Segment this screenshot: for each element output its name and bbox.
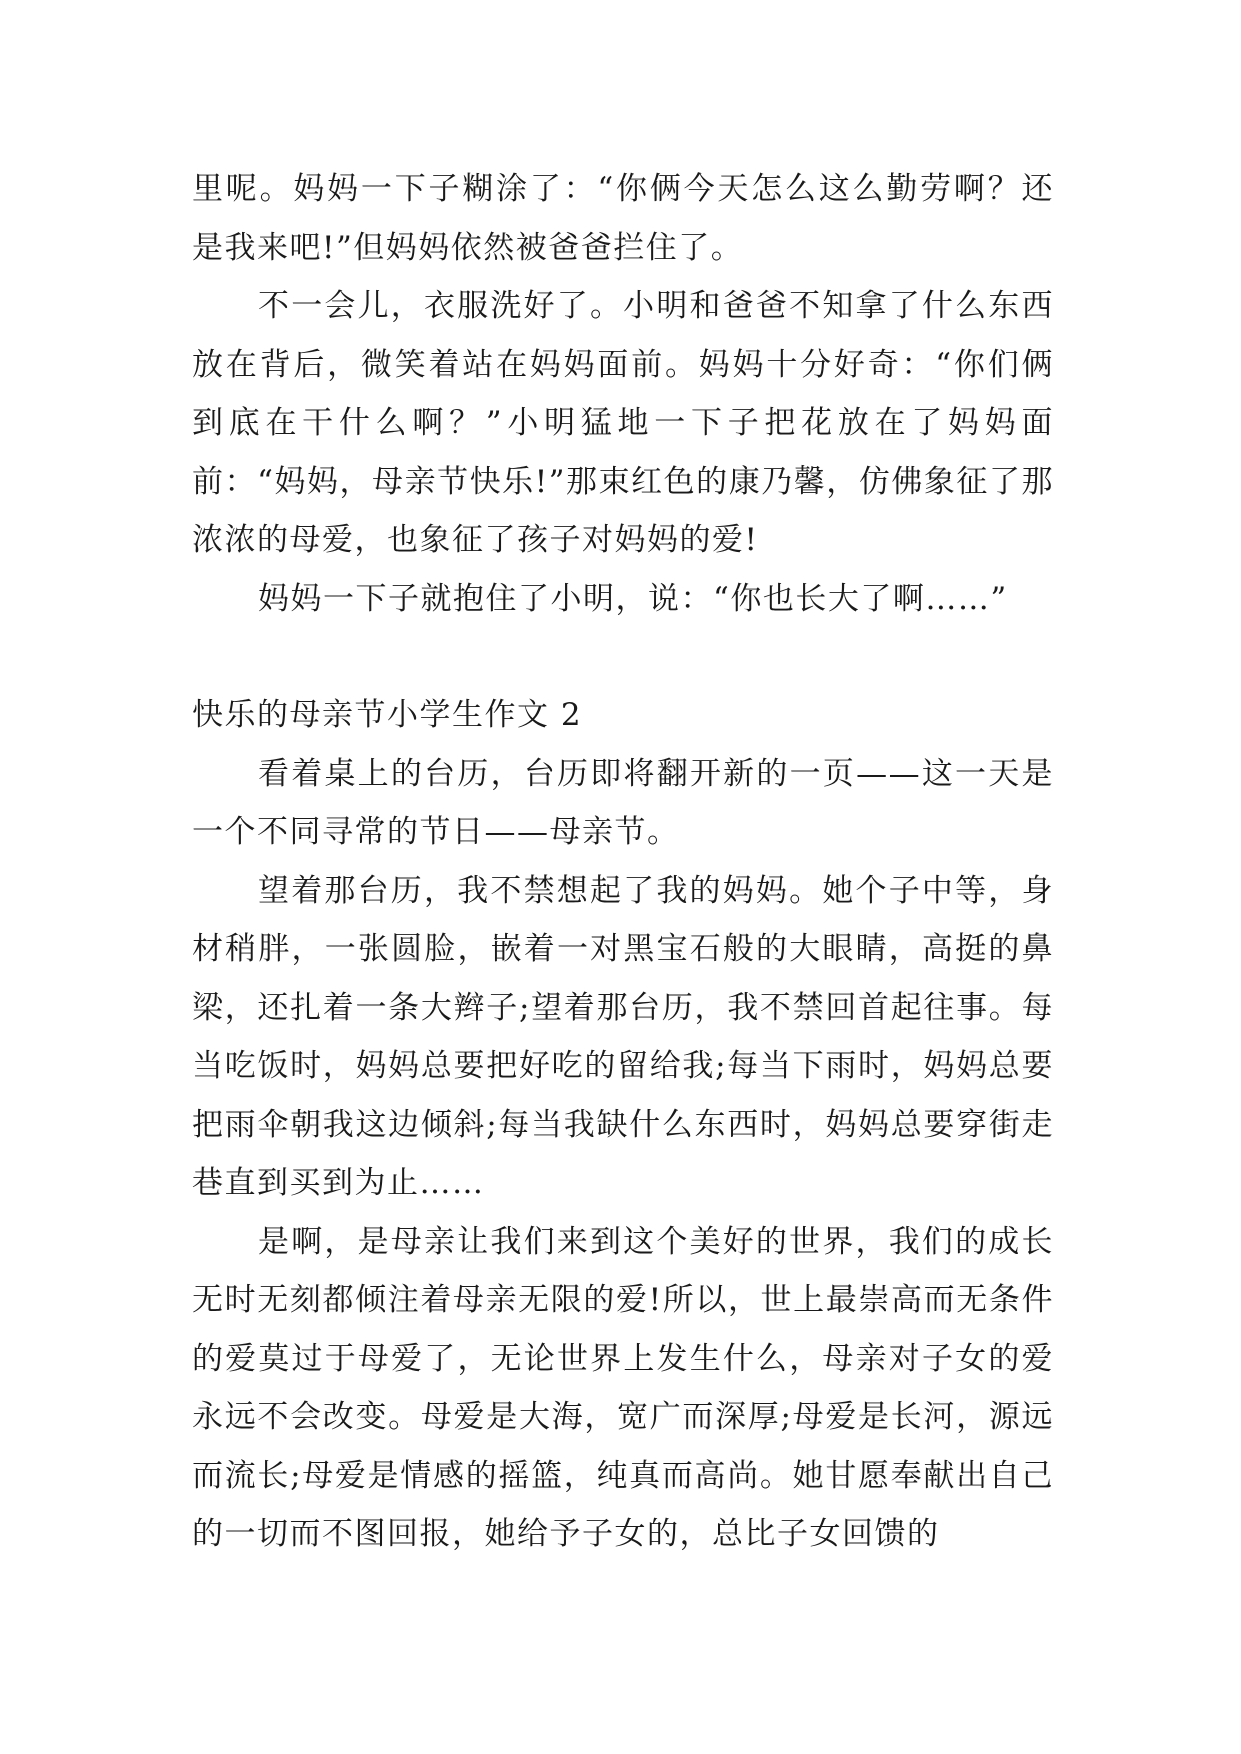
paragraph-continued: 里呢。妈妈一下子糊涂了：“你俩今天怎么这么勤劳啊？还是我来吧!”但妈妈依然被爸爸拦住了。 xyxy=(192,171,1054,266)
document-body xyxy=(192,160,1054,1564)
paragraph: 望着那台历，我不禁想起了我的妈妈。她个子中等，身材稍胖，一张圆脸，嵌着一对黑宝石般的大眼睛，高挺的鼻梁，还扎着一条大辫子;望着那台历，我不禁回首起往事。每当吃饭时，妈妈总要把好吃的留给我;每当下雨时，妈妈总要把雨伞朝我这边倾斜;每当我缺什么东西时，妈妈总要穿街走巷直到买到为止…… xyxy=(192,872,1054,1201)
paragraph: 妈妈一下子就抱住了小明，说：“你也长大了啊……” xyxy=(258,580,1008,617)
paragraph: 是啊，是母亲让我们来到这个美好的世界，我们的成长无时无刻都倾注着母亲无限的爱!所以，世上最崇高而无条件的爱莫过于母爱了，无论世界上发生什么，母亲对子女的爱永远不会改变。母爱是大海，宽广而深厚;母爱是长河，源远而流长;母爱是情感的摇篮，纯真而高尚。她甘愿奉献出自己的一切而不图回报，她给予子女的，总比子女回馈的 xyxy=(192,1223,1054,1552)
section-title: 快乐的母亲节小学生作文 2 xyxy=(192,697,583,733)
paragraph: 看着桌上的台历，台历即将翻开新的一页——这一天是一个不同寻常的节日——母亲节。 xyxy=(192,755,1054,850)
paragraph: 不一会儿，衣服洗好了。小明和爸爸不知拿了什么东西放在背后，微笑着站在妈妈面前。妈妈十分好奇：“你们俩到底在干什么啊？”小明猛地一下子把花放在了妈妈面前：“妈妈，母亲节快乐!”那束红色的康乃馨，仿佛象征了那浓浓的母爱，也象征了孩子对妈妈的爱! xyxy=(192,288,1054,558)
